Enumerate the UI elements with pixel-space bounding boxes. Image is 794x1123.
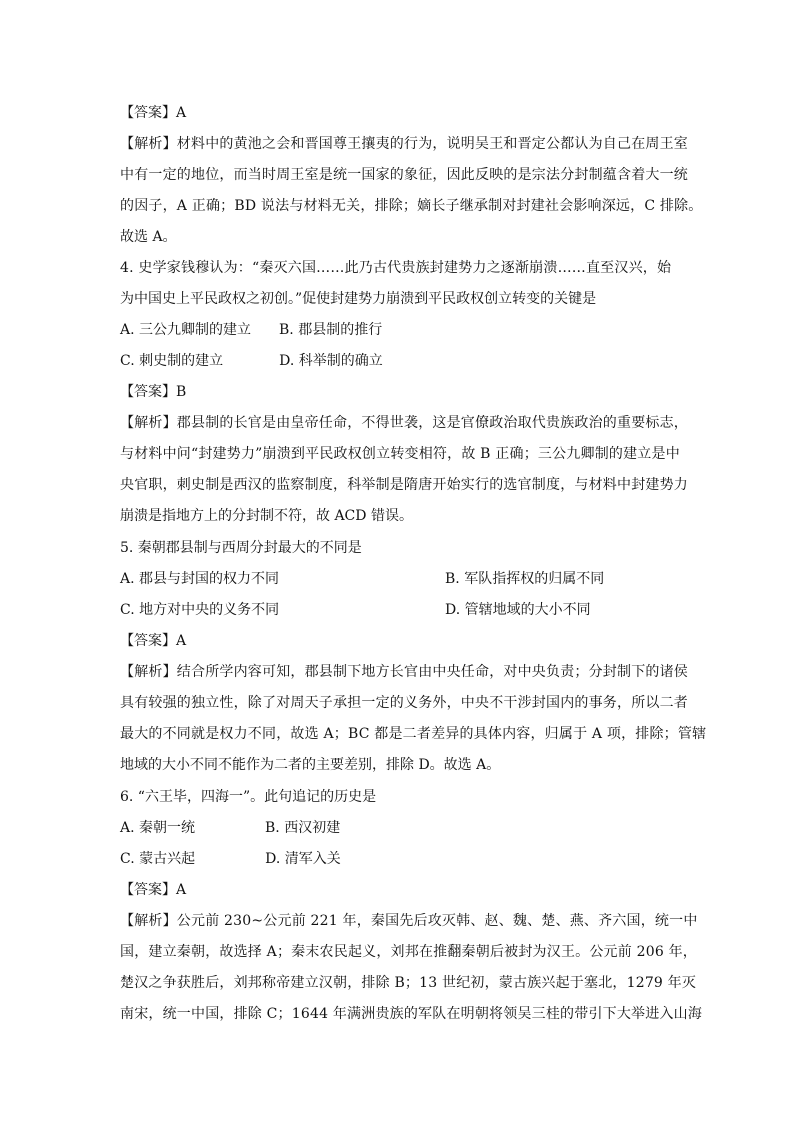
answer-label: 【答案】A <box>120 633 187 649</box>
answer-label: 【答案】A <box>120 882 187 898</box>
analysis-line: 央官职，刺史制是西汉的监察制度，科举制是隋唐开始实行的选官制度，与材料中封建势力 <box>120 477 688 493</box>
question-5-stem: 5. 秦朝郡县制与西周分封最大的不同是 <box>120 540 362 556</box>
question-4-stem: 4. 史学家钱穆认为：“秦灭六国……此乃古代贵族封建势力之逐渐崩溃……直至汉兴，始 <box>120 260 672 276</box>
question-5-option-b: B. 军队指挥权的归属不同 <box>445 571 605 587</box>
answer-label: 【答案】A <box>120 105 187 121</box>
question-5-option-c: C. 地方对中央的义务不同 <box>120 602 280 618</box>
analysis-line: 南宋，统一中国，排除 C；1644 年满洲贵族的军队在明朝将领吴三桂的带引下大举进入山海 <box>120 1006 703 1022</box>
question-4-options: C. 刺史制的建立 D. 科举制的确立 <box>120 353 383 369</box>
analysis-line: 地域的大小不同不能作为二者的主要差别，排除 D。故选 A。 <box>120 757 501 773</box>
analysis-line: 中有一定的地位，而当时周王室是统一国家的象征，因此反映的是宗法分封制蕴含着大一统 <box>120 167 688 183</box>
answer-label: 【答案】B <box>120 384 187 400</box>
question-6-options: C. 蒙古兴起 D. 清军入关 <box>120 851 341 867</box>
analysis-line: 【解析】郡县制的长官是由皇帝任命，不得世袭，这是官僚政治取代贵族政治的重要标志， <box>120 415 688 431</box>
question-4-stem: 为中国史上平民政权之初创。”促使封建势力崩溃到平民政权创立转变的关键是 <box>120 291 597 307</box>
question-5-option-a: A. 郡县与封国的权力不同 <box>120 571 280 587</box>
analysis-line: 【解析】结合所学内容可知，郡县制下地方长官由中央任命，对中央负责；分封制下的诸侯 <box>120 664 688 680</box>
analysis-line: 崩溃是指地方上的分封制不符，故 ACD 错误。 <box>120 508 413 524</box>
analysis-line: 故选 A。 <box>120 229 177 245</box>
question-4-options: A. 三公九卿制的建立 B. 郡县制的推行 <box>120 322 383 338</box>
analysis-line: 最大的不同就是权力不同，故选 A；BC 都是二者差异的具体内容，归属于 A 项，排除；管辖 <box>120 726 707 742</box>
analysis-line: 【解析】材料中的黄池之会和晋国尊王攘夷的行为，说明吴王和晋定公都认为自己在周王室 <box>120 136 688 152</box>
question-5-option-d: D. 管辖地域的大小不同 <box>445 602 591 618</box>
analysis-line: 具有较强的独立性，除了对周天子承担一定的义务外，中央不干涉封国内的事务，所以二者 <box>120 695 688 711</box>
analysis-line: 【解析】公元前 230~公元前 221 年，秦国先后攻灭韩、赵、魏、楚、燕、齐六国，统一中 <box>120 913 698 929</box>
analysis-line: 国，建立秦朝，故选择 A；秦末农民起义，刘邦在推翻秦朝后被封为汉王。公元前 206 年， <box>120 944 697 960</box>
analysis-line: 的因子，A 正确；BD 说法与材料无关，排除；嫡长子继承制对封建社会影响深远，C 排除。 <box>120 198 703 214</box>
analysis-line: 与材料中问“封建势力”崩溃到平民政权创立转变相符，故 B 正确；三公九卿制的建立是中 <box>120 446 680 462</box>
question-6-options: A. 秦朝一统 B. 西汉初建 <box>120 820 341 836</box>
question-6-stem: 6. “六王毕，四海一”。此句追记的历史是 <box>120 789 377 805</box>
analysis-line: 楚汉之争获胜后，刘邦称帝建立汉朝，排除 B；13 世纪初，蒙古族兴起于塞北，1279 年灭 <box>120 975 697 991</box>
